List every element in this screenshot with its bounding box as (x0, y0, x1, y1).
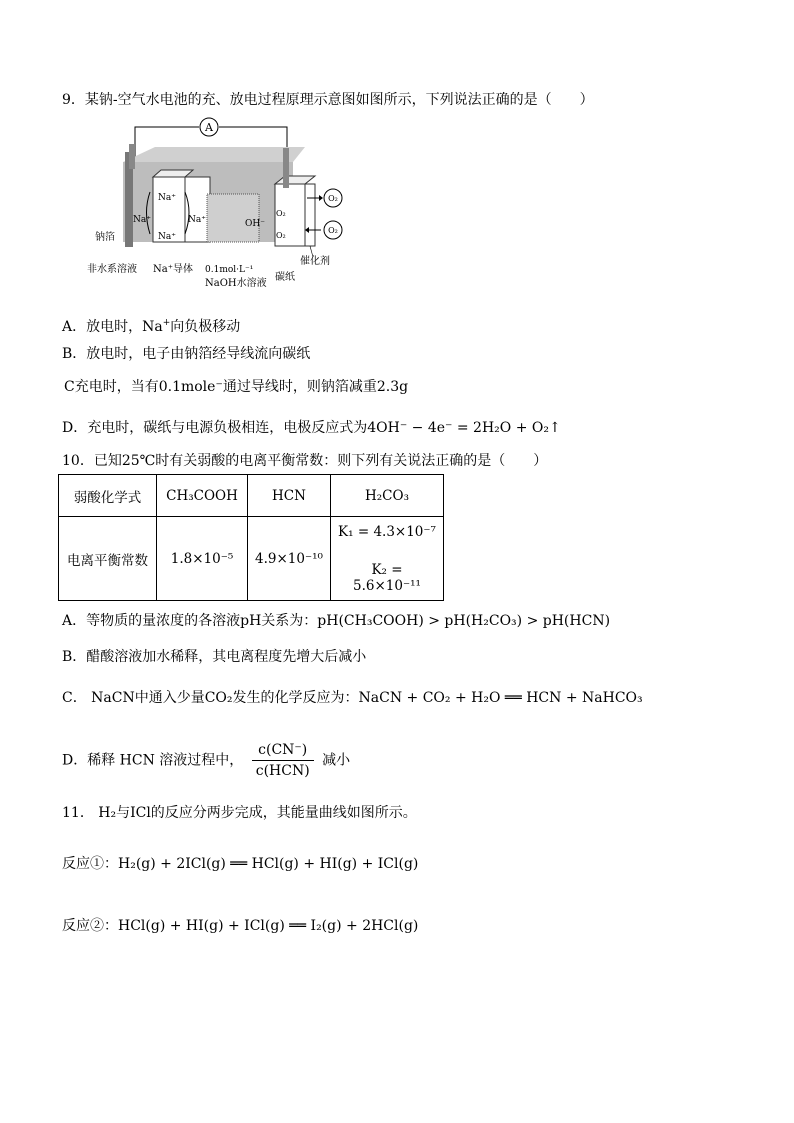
ka-carbonic: K₁ = 4.3×10⁻⁷ K₂ = 5.6×10⁻¹¹ (331, 517, 444, 601)
q11-stem: 11． H₂与ICl的反应分两步完成，其能量曲线如图所示。 (62, 805, 417, 821)
q9-option-c: C充电时，当有0.1mole⁻通过导线时，则钠箔减重2.3g (64, 379, 409, 395)
ka-header-carbonic: H₂CO₃ (331, 475, 444, 517)
svg-text:非水系溶液: 非水系溶液 (87, 264, 137, 275)
svg-text:O₂: O₂ (328, 194, 338, 203)
q9-option-a: A．放电时，Na+向负极移动 (62, 318, 241, 335)
svg-text:Na⁺: Na⁺ (133, 215, 151, 225)
svg-text:NaOH水溶液: NaOH水溶液 (205, 278, 267, 289)
svg-text:O₂: O₂ (276, 209, 286, 218)
q10-option-b: B．醋酸溶液加水稀释，其电离程度先增大后减小 (62, 649, 367, 665)
ammeter-label: A (205, 121, 213, 134)
ka-acetic: 1.8×10⁻⁵ (157, 517, 248, 601)
svg-text:Na⁺导体: Na⁺导体 (153, 264, 193, 275)
q11-reaction-1: 反应①：H₂(g) + 2ICl(g) ══ HCl(g) + HI(g) + ICl(g) (62, 856, 419, 872)
ka-header-hcn: HCN (248, 475, 331, 517)
q10-option-a: A．等物质的量浓度的各溶液pH关系为：pH(CH₃COOH) > pH(H₂CO₃) > pH(HCN) (62, 613, 611, 629)
q11-reaction-2: 反应②：HCl(g) + HI(g) + ICl(g) ══ I₂(g) + 2HCl(g) (62, 918, 419, 934)
ka-header-formula: 弱酸化学式 (59, 475, 157, 517)
svg-text:O₂: O₂ (276, 231, 286, 240)
q9-option-b: B．放电时，电子由钠箔经导线流向碳纸 (62, 346, 311, 362)
ka-header-acetic: CH₃COOH (157, 475, 248, 517)
q10-option-d: D．稀释 HCN 溶液过程中， $\frac{c(CN^-)}{\text{c(HCN)}}$ 减小 (62, 742, 351, 779)
q10-option-c: C． NaCN中通入少量CO₂发生的化学反应为：NaCN + CO₂ + H₂O ══ HCN + NaHCO₃ (62, 690, 643, 706)
ka-hcn: 4.9×10⁻¹⁰ (248, 517, 331, 601)
q9-stem: 9．某钠-空气水电池的充、放电过程原理示意图如图所示，下列说法正确的是（ ） (62, 92, 594, 108)
foil-tab (129, 144, 135, 169)
naoh-region (207, 194, 259, 242)
ka-row-label: 电离平衡常数 (59, 517, 157, 601)
catalyst-layer (305, 184, 315, 246)
ka-table (58, 474, 444, 601)
svg-text:碳纸: 碳纸 (275, 272, 295, 283)
svg-text:Na⁺: Na⁺ (158, 193, 176, 203)
svg-text:Na⁺: Na⁺ (188, 215, 206, 225)
svg-text:O₂: O₂ (328, 226, 338, 235)
q9-option-d: D．充电时，碳纸与电源负极相连，电极反应式为4OH⁻ − 4e⁻ = 2H₂O + O₂↑ (62, 420, 561, 436)
svg-text:催化剂: 催化剂 (300, 256, 330, 267)
battery-diagram (87, 112, 355, 292)
electrolyte-top (123, 147, 305, 162)
svg-text:0.1mol·L⁻¹: 0.1mol·L⁻¹ (205, 265, 254, 275)
svg-text:Na⁺: Na⁺ (158, 232, 176, 242)
svg-text:OH⁻: OH⁻ (245, 219, 265, 229)
cn-hcn-fraction: $\frac{c(CN^-)}{\text{c(HCN)}}$ (252, 740, 314, 781)
q10-stem: 10．已知25℃时有关弱酸的电离平衡常数：则下列有关说法正确的是（ ） (62, 453, 548, 469)
svg-text:钠箔: 钠箔 (95, 232, 115, 243)
